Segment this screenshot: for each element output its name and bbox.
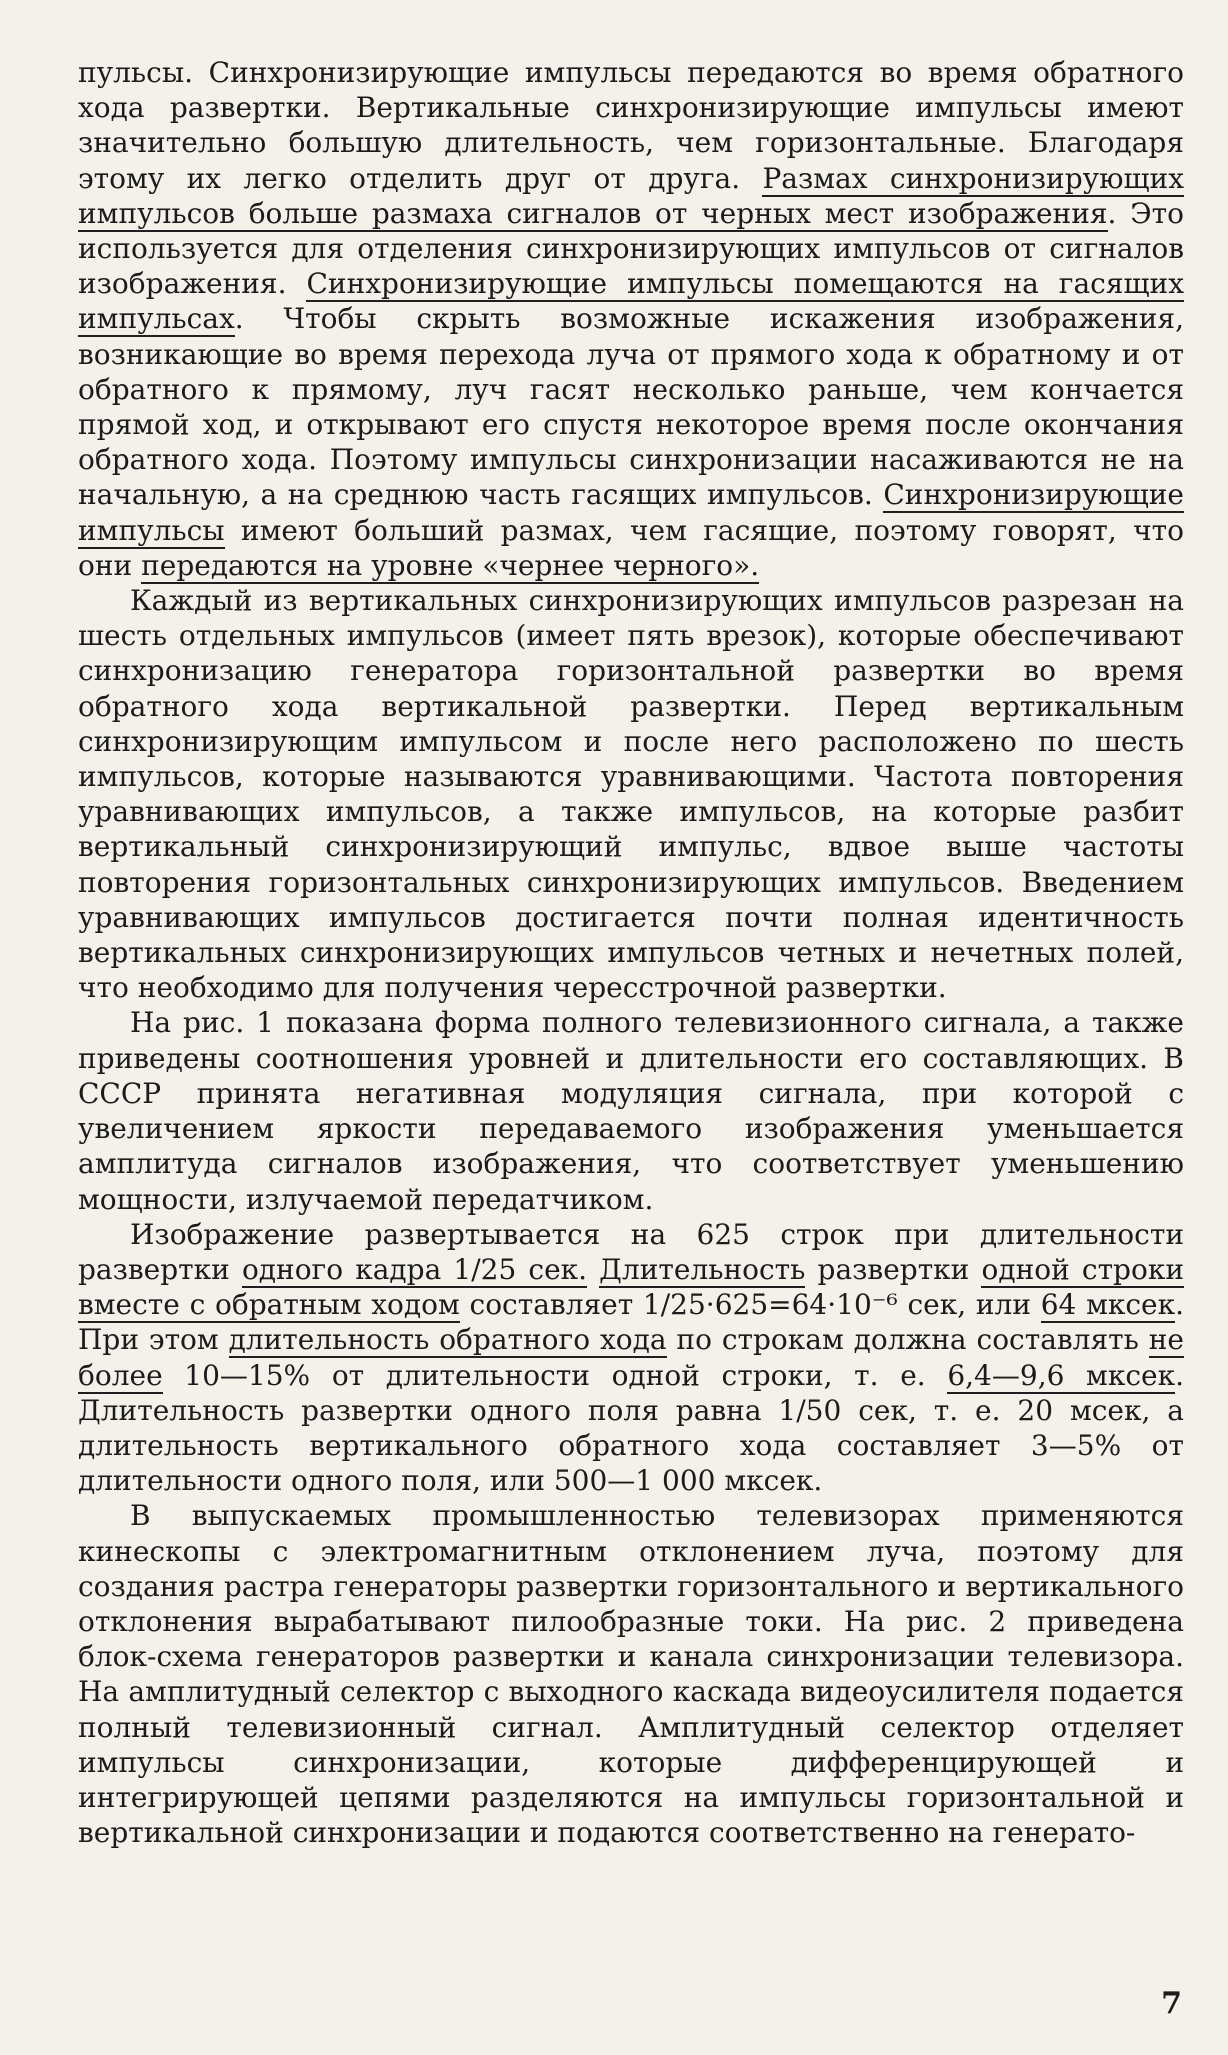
text-segment: составляет 1/25·625=64·10⁻⁶ сек, или: [459, 1288, 1041, 1322]
paragraph-2: [78, 583, 1184, 1005]
underlined-text-segment: не более: [78, 1323, 1184, 1392]
text-segment: . Чтобы скрыть возможные искажения изображения, возникающие во время перехода луча от прямого хода к обратному и от обратного к прямому, луч гасят несколько раньше, чем кончается прямой ход, и открывают его спустя некоторое время после окончания обратного хода. Поэтому импульсы синхронизации насаживаются не на начальную, а на среднюю часть гасящих импульсов.: [78, 302, 1184, 512]
text-segment: . Это используется для отделения синхронизирующих импульсов от сигналов изображения.: [78, 196, 1184, 301]
text-segment: В выпускаемых промышленностью телевизорах применяются кинескопы с электромагнитным отклонением луча, поэтому для создания растра генераторы развертки горизонтального и вертикального отклонения вырабатывают пилообразные токи. На рис. 2 приведена блок-схема генераторов развертки и канала синхронизации телевизора. На амплитудный селектор с выходного каскада видеоусилителя подается полный телевизионный сигнал. Амплитудный селектор отделяет импульсы синхронизации, которые дифференцирующей и интегрирующей цепями разделяются на импульсы горизонтальной и вертикальной синхронизации и подаются соответственно на генерато-: [78, 1499, 1184, 1850]
text-segment: Каждый из вертикальных синхронизирующих импульсов разрезан на шесть отдельных импульсов (имеет пять врезок), которые обеспечивают синхронизацию генератора горизонтальной развертки во время обратного хода вертикальной развертки. Перед вертикальным синхронизирующим импульсом и после него расположено по шесть импульсов, которые называются уравнивающими. Частота повторения уравнивающих импульсов, а также импульсов, на которые разбит вертикальный синхронизирующий импульс, вдвое выше частоты повторения горизонтальных синхронизирующих импульсов. Введением уравнивающих импульсов достигается почти полная идентичность вертикальных синхронизирующих импульсов четных и нечетных полей, что необходимо для получения чересстрочной развертки.: [78, 584, 1184, 1005]
text-segment: пульсы. Синхронизирующие импульсы передаются во время обратного хода развертки. Вертикальные синхронизирующие импульсы имеют значительно большую длительность, чем горизонтальные. Благодаря этому их легко отделить друг от друга.: [78, 56, 1184, 195]
underlined-text-segment: длительность обратного хода: [228, 1323, 667, 1357]
underlined-text-segment: 64 мксек: [1040, 1288, 1176, 1322]
paragraph-4: [78, 1217, 1184, 1499]
text-segment: На рис. 1 показана форма полного телевизионного сигнала, а также приведены соотношения уровней и длительности его составляющих. В СССР принята негативная модуляция сигнала, при которой с увеличением яркости передаваемого изображения уменьшается амплитуда сигналов изображения, что соответствует уменьшению мощности, излучаемой передатчиком.: [78, 1006, 1184, 1216]
text-segment: Изображение развертывается на 625 строк при длительности развертки: [78, 1217, 1184, 1286]
paragraph-3: [78, 1005, 1184, 1216]
text-segment: 10—15% от длительности одной строки, т. е.: [162, 1358, 948, 1392]
text-segment: . При этом: [78, 1288, 1185, 1357]
underlined-text-segment: одной строки вместе с обратным ходом: [78, 1252, 1185, 1322]
text-segment: по строкам должна составлять: [666, 1323, 1149, 1357]
underlined-text-segment: 6,4—9,6 мксек: [947, 1358, 1176, 1392]
text-segment: имеют больший размах, чем гасящие, поэтому говорят, что они: [78, 513, 1184, 582]
page-number: 7: [1161, 1986, 1182, 2021]
underlined-text-segment: Синхронизирующие импульсы помещаются на гасящих импульсах: [78, 267, 1184, 336]
underlined-text-segment: Размах синхронизирующих импульсов больше размаха сигналов от черных мест изображения: [78, 161, 1184, 230]
text-segment: [587, 1253, 599, 1286]
underlined-text-segment: Синхронизирующие импульсы: [78, 478, 1184, 547]
text-segment: развертки: [805, 1252, 982, 1286]
text-segment: . Длительность развертки одного поля равна 1/50 сек, т. е. 20 мсек, а длительность вертикального обратного хода составляет 3—5% от длительности одного поля, или 500—1 000 мксек.: [78, 1358, 1184, 1498]
underlined-text-segment: Длительность: [599, 1252, 806, 1286]
paragraph-5: [78, 1498, 1184, 1850]
body-text: [78, 55, 1184, 1850]
paragraph-1: [78, 55, 1184, 583]
underlined-text-segment: передаются на уровне «чернее черного».: [141, 548, 760, 582]
underlined-text-segment: одного кадра 1/25 сек.: [241, 1252, 588, 1286]
